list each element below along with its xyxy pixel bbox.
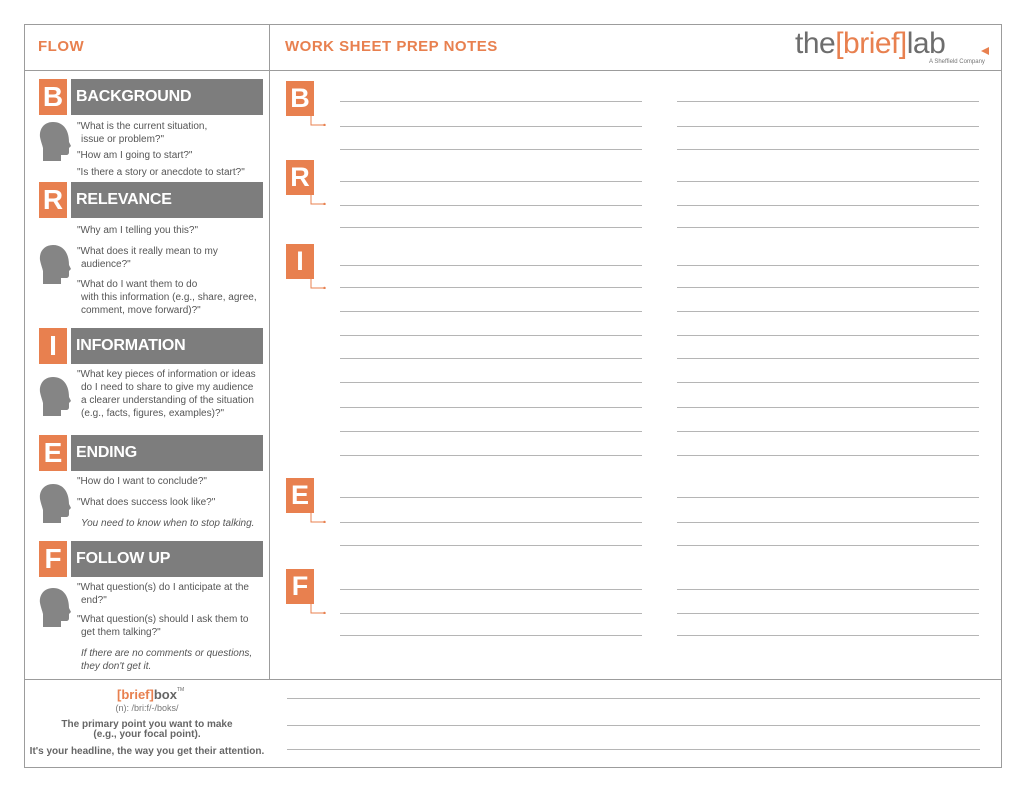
section-title: INFORMATION: [71, 328, 263, 364]
notes-letter-f: F: [286, 569, 314, 604]
section-letter: F: [39, 541, 67, 577]
worksheet: [24, 24, 1002, 768]
brief-box-description: The primary point you want to make: [61, 719, 233, 730]
section-title: RELEVANCE: [71, 182, 263, 218]
brief-box-line[interactable]: [287, 698, 980, 699]
note-line[interactable]: [677, 589, 979, 590]
trademark-mark: TM: [176, 687, 185, 693]
note-line[interactable]: [340, 265, 642, 266]
flow-heading: FLOW: [38, 38, 85, 55]
notes-heading: WORK SHEET PREP NOTES: [285, 38, 498, 55]
note-line[interactable]: [677, 635, 979, 636]
section-letter: I: [39, 328, 67, 364]
note-line[interactable]: [677, 335, 979, 336]
section-title: ENDING: [71, 435, 263, 471]
note-text: they don't get it.: [81, 661, 152, 672]
note-line[interactable]: [340, 149, 642, 150]
note-line[interactable]: [340, 613, 642, 614]
note-line[interactable]: [677, 287, 979, 288]
note-line[interactable]: [340, 126, 642, 127]
brief-box-line[interactable]: [287, 725, 980, 726]
notes-pointer-icon: [310, 195, 328, 205]
brief-box-line[interactable]: [287, 749, 980, 750]
note-line[interactable]: [340, 311, 642, 312]
notes-letter-r: R: [286, 160, 314, 195]
question-text: audience?": [81, 259, 131, 270]
note-line[interactable]: [340, 545, 642, 546]
note-line[interactable]: [340, 382, 642, 383]
head-silhouette-icon: [39, 376, 71, 416]
notes-pointer-icon: [310, 513, 328, 523]
section-relevance: [39, 182, 263, 318]
note-line[interactable]: [677, 265, 979, 266]
question-text: with this information (e.g., share, agree,: [81, 292, 257, 303]
head-silhouette-icon: [39, 244, 71, 284]
note-line[interactable]: [677, 545, 979, 546]
note-line[interactable]: [340, 287, 642, 288]
logo-lab: lab: [906, 27, 946, 60]
section-header: [39, 328, 263, 364]
head-silhouette-icon: [39, 121, 71, 161]
note-line[interactable]: [340, 455, 642, 456]
question-text: issue or problem?": [81, 134, 165, 145]
note-line[interactable]: [340, 635, 642, 636]
question-text: comment, move forward)?": [81, 305, 201, 316]
note-line[interactable]: [677, 431, 979, 432]
notes-pointer-icon: [310, 279, 328, 289]
question-text: "What is the current situation,: [77, 121, 208, 132]
notes-letter-i: I: [286, 244, 314, 279]
question-text: "How am I going to start?": [77, 150, 193, 161]
logo-triangle-icon: [981, 47, 989, 55]
section-follow-up: [39, 541, 263, 677]
brief-box-pronunciation: (n): /bri:f/-/boks/: [115, 703, 179, 713]
section-header: [39, 79, 263, 115]
section-header: [39, 182, 263, 218]
note-line[interactable]: [677, 382, 979, 383]
section-header: [39, 541, 263, 577]
header-divider: [25, 70, 1001, 71]
head-silhouette-icon: [39, 587, 71, 627]
question-text: "What question(s) do I anticipate at the: [77, 582, 249, 593]
brief-box-description: It's your headline, the way you get their attention.: [29, 746, 265, 757]
note-line[interactable]: [677, 522, 979, 523]
note-line[interactable]: [340, 358, 642, 359]
column-divider: [269, 25, 270, 679]
question-text: do I need to share to give my audience: [81, 382, 254, 393]
notes-letter-b: B: [286, 81, 314, 116]
brief-box-description: (e.g., your focal point).: [93, 729, 201, 740]
section-information: [39, 328, 263, 424]
note-line[interactable]: [677, 126, 979, 127]
question-text: (e.g., facts, figures, examples)?": [81, 408, 225, 419]
question-text: "What does it really mean to my: [77, 246, 218, 257]
section-body: [39, 218, 263, 318]
section-ending: [39, 435, 263, 531]
note-line[interactable]: [677, 149, 979, 150]
note-line[interactable]: [677, 101, 979, 102]
note-line[interactable]: [677, 455, 979, 456]
logo-tagline: A Sheffield Company: [929, 59, 985, 65]
question-text: "Why am I telling you this?": [77, 225, 199, 236]
logo-the: the: [795, 27, 836, 60]
question-text: a clearer understanding of the situation: [81, 395, 254, 406]
note-line[interactable]: [340, 522, 642, 523]
section-header: [39, 435, 263, 471]
question-text: "What key pieces of information or ideas: [77, 369, 256, 380]
section-background: [39, 79, 263, 179]
question-text: "What question(s) should I ask them to: [77, 614, 249, 625]
note-line[interactable]: [677, 613, 979, 614]
footer-divider: [25, 679, 1001, 680]
section-title: BACKGROUND: [71, 79, 263, 115]
notes-letter-e: E: [286, 478, 314, 513]
question-text: end?": [81, 595, 107, 606]
logo-brief: [brief]: [835, 27, 907, 60]
notes-pointer-icon: [310, 116, 328, 126]
note-line[interactable]: [340, 205, 642, 206]
question-text: "What does success look like?": [77, 497, 216, 508]
logo-wordmark: [795, 27, 945, 61]
note-line[interactable]: [340, 101, 642, 102]
note-line[interactable]: [340, 407, 642, 408]
question-text: "Is there a story or anecdote to start?": [77, 167, 245, 178]
note-line[interactable]: [340, 227, 642, 228]
section-body: [39, 471, 263, 531]
brief-box-bracket: [brief]: [117, 687, 154, 702]
section-letter: R: [39, 182, 67, 218]
note-line[interactable]: [677, 205, 979, 206]
note-line[interactable]: [340, 181, 642, 182]
note-line[interactable]: [677, 407, 979, 408]
note-line[interactable]: [340, 497, 642, 498]
note-line[interactable]: [677, 227, 979, 228]
note-line[interactable]: [677, 181, 979, 182]
note-line[interactable]: [677, 311, 979, 312]
note-line[interactable]: [340, 431, 642, 432]
head-silhouette-icon: [39, 483, 71, 523]
section-letter: E: [39, 435, 67, 471]
note-text: You need to know when to stop talking.: [81, 518, 255, 529]
brieflab-logo: [795, 27, 995, 69]
section-body: [39, 115, 263, 179]
notes-pointer-icon: [310, 604, 328, 614]
note-line[interactable]: [677, 497, 979, 498]
note-text: If there are no comments or questions,: [81, 648, 253, 659]
question-text: get them talking?": [81, 627, 161, 638]
note-line[interactable]: [340, 589, 642, 590]
brief-box-title: [117, 687, 184, 702]
note-line[interactable]: [677, 358, 979, 359]
note-line[interactable]: [340, 335, 642, 336]
section-body: [39, 364, 263, 424]
section-letter: B: [39, 79, 67, 115]
question-text: "How do I want to conclude?": [77, 476, 207, 487]
section-title: FOLLOW UP: [71, 541, 263, 577]
section-body: [39, 577, 263, 677]
brief-box-word: box: [153, 687, 177, 702]
question-text: "What do I want them to do: [77, 279, 198, 290]
